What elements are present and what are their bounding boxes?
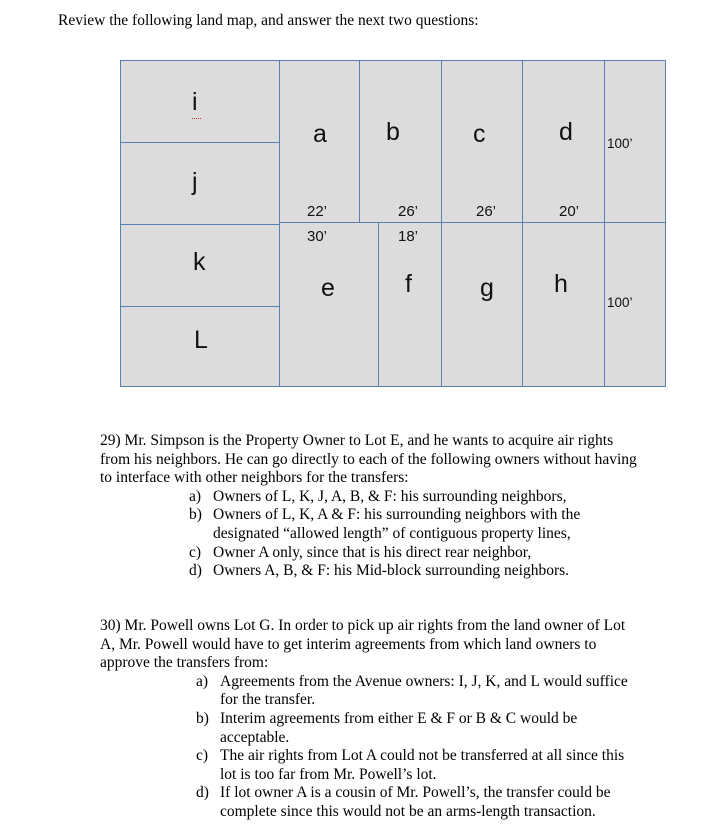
width-a: 22’ [307, 203, 328, 220]
lot-j-label: j [192, 168, 198, 196]
question-30-options [196, 673, 640, 822]
question-29-stem: 29) Mr. Simpson is the Property Owner to Lot E, and he wants to acquire air rights from his neighbors. He can go directly to each of the following owners without having to interface with other neighbors for the transfers: [100, 432, 637, 487]
question-29 [100, 432, 640, 581]
lot-a-label: a [313, 120, 327, 148]
option-29-d: d) Owners A, B, & F: his Mid-block surrounding neighbors. [189, 562, 570, 580]
lot-d-label: d [559, 118, 573, 146]
option-30-c: c) The air rights from Lot A could not be transferred at all since this lot is too far from Mr. Powell’s lot. [196, 747, 625, 783]
lot-c-label: c [473, 120, 486, 148]
lot-e-label: e [321, 274, 335, 302]
question-29-options [189, 488, 640, 581]
depth-south: 100’ [607, 295, 633, 310]
option-30-a: a) Agreements from the Avenue owners: I, J, K, and L would suffice for the transfer. [196, 672, 628, 709]
lot-k-label: k [193, 248, 206, 276]
land-map-lines [0, 0, 723, 400]
lot-l-label: L [194, 326, 208, 354]
lot-f-label: f [405, 270, 412, 298]
option-29-c: c) Owner A only, since that is his direct rear neighbor, [189, 543, 532, 561]
lot-g-label: g [480, 274, 494, 302]
land-map [0, 0, 723, 400]
width-f: 18’ [398, 228, 419, 245]
width-c: 26’ [476, 203, 497, 220]
option-30-b: b) Interim agreements from either E & F or B & C would be acceptable. [196, 709, 578, 746]
option-30-d: d) If lot owner A is a cousin of Mr. Powell’s, the transfer could be complete since this would not be an arms-length transaction. [196, 784, 611, 820]
depth-north: 100’ [607, 136, 633, 151]
lot-i-underline [192, 118, 201, 119]
question-30-stem: 30) Mr. Powell owns Lot G. In order to pick up air rights from the land owner of Lot A, Mr. Powell would have to get interim agreements from which land owners to approve the transfers from: [100, 617, 626, 672]
option-29-b: b) Owners of L, K, A & F: his surrounding neighbors with the designated “allowed length” of contiguous property lines, [189, 506, 581, 542]
lot-b-label: b [386, 118, 400, 146]
question-30 [100, 617, 640, 822]
width-e: 30’ [307, 228, 328, 245]
lot-h-label: h [554, 270, 568, 298]
width-d: 20’ [559, 203, 580, 220]
lot-i-label: i [192, 88, 198, 116]
option-29-a: a) Owners of L, K, J, A, B, & F: his surrounding neighbors, [189, 487, 567, 505]
width-b: 26’ [398, 203, 419, 220]
intro-text: Review the following land map, and answer the next two questions: [58, 12, 479, 29]
